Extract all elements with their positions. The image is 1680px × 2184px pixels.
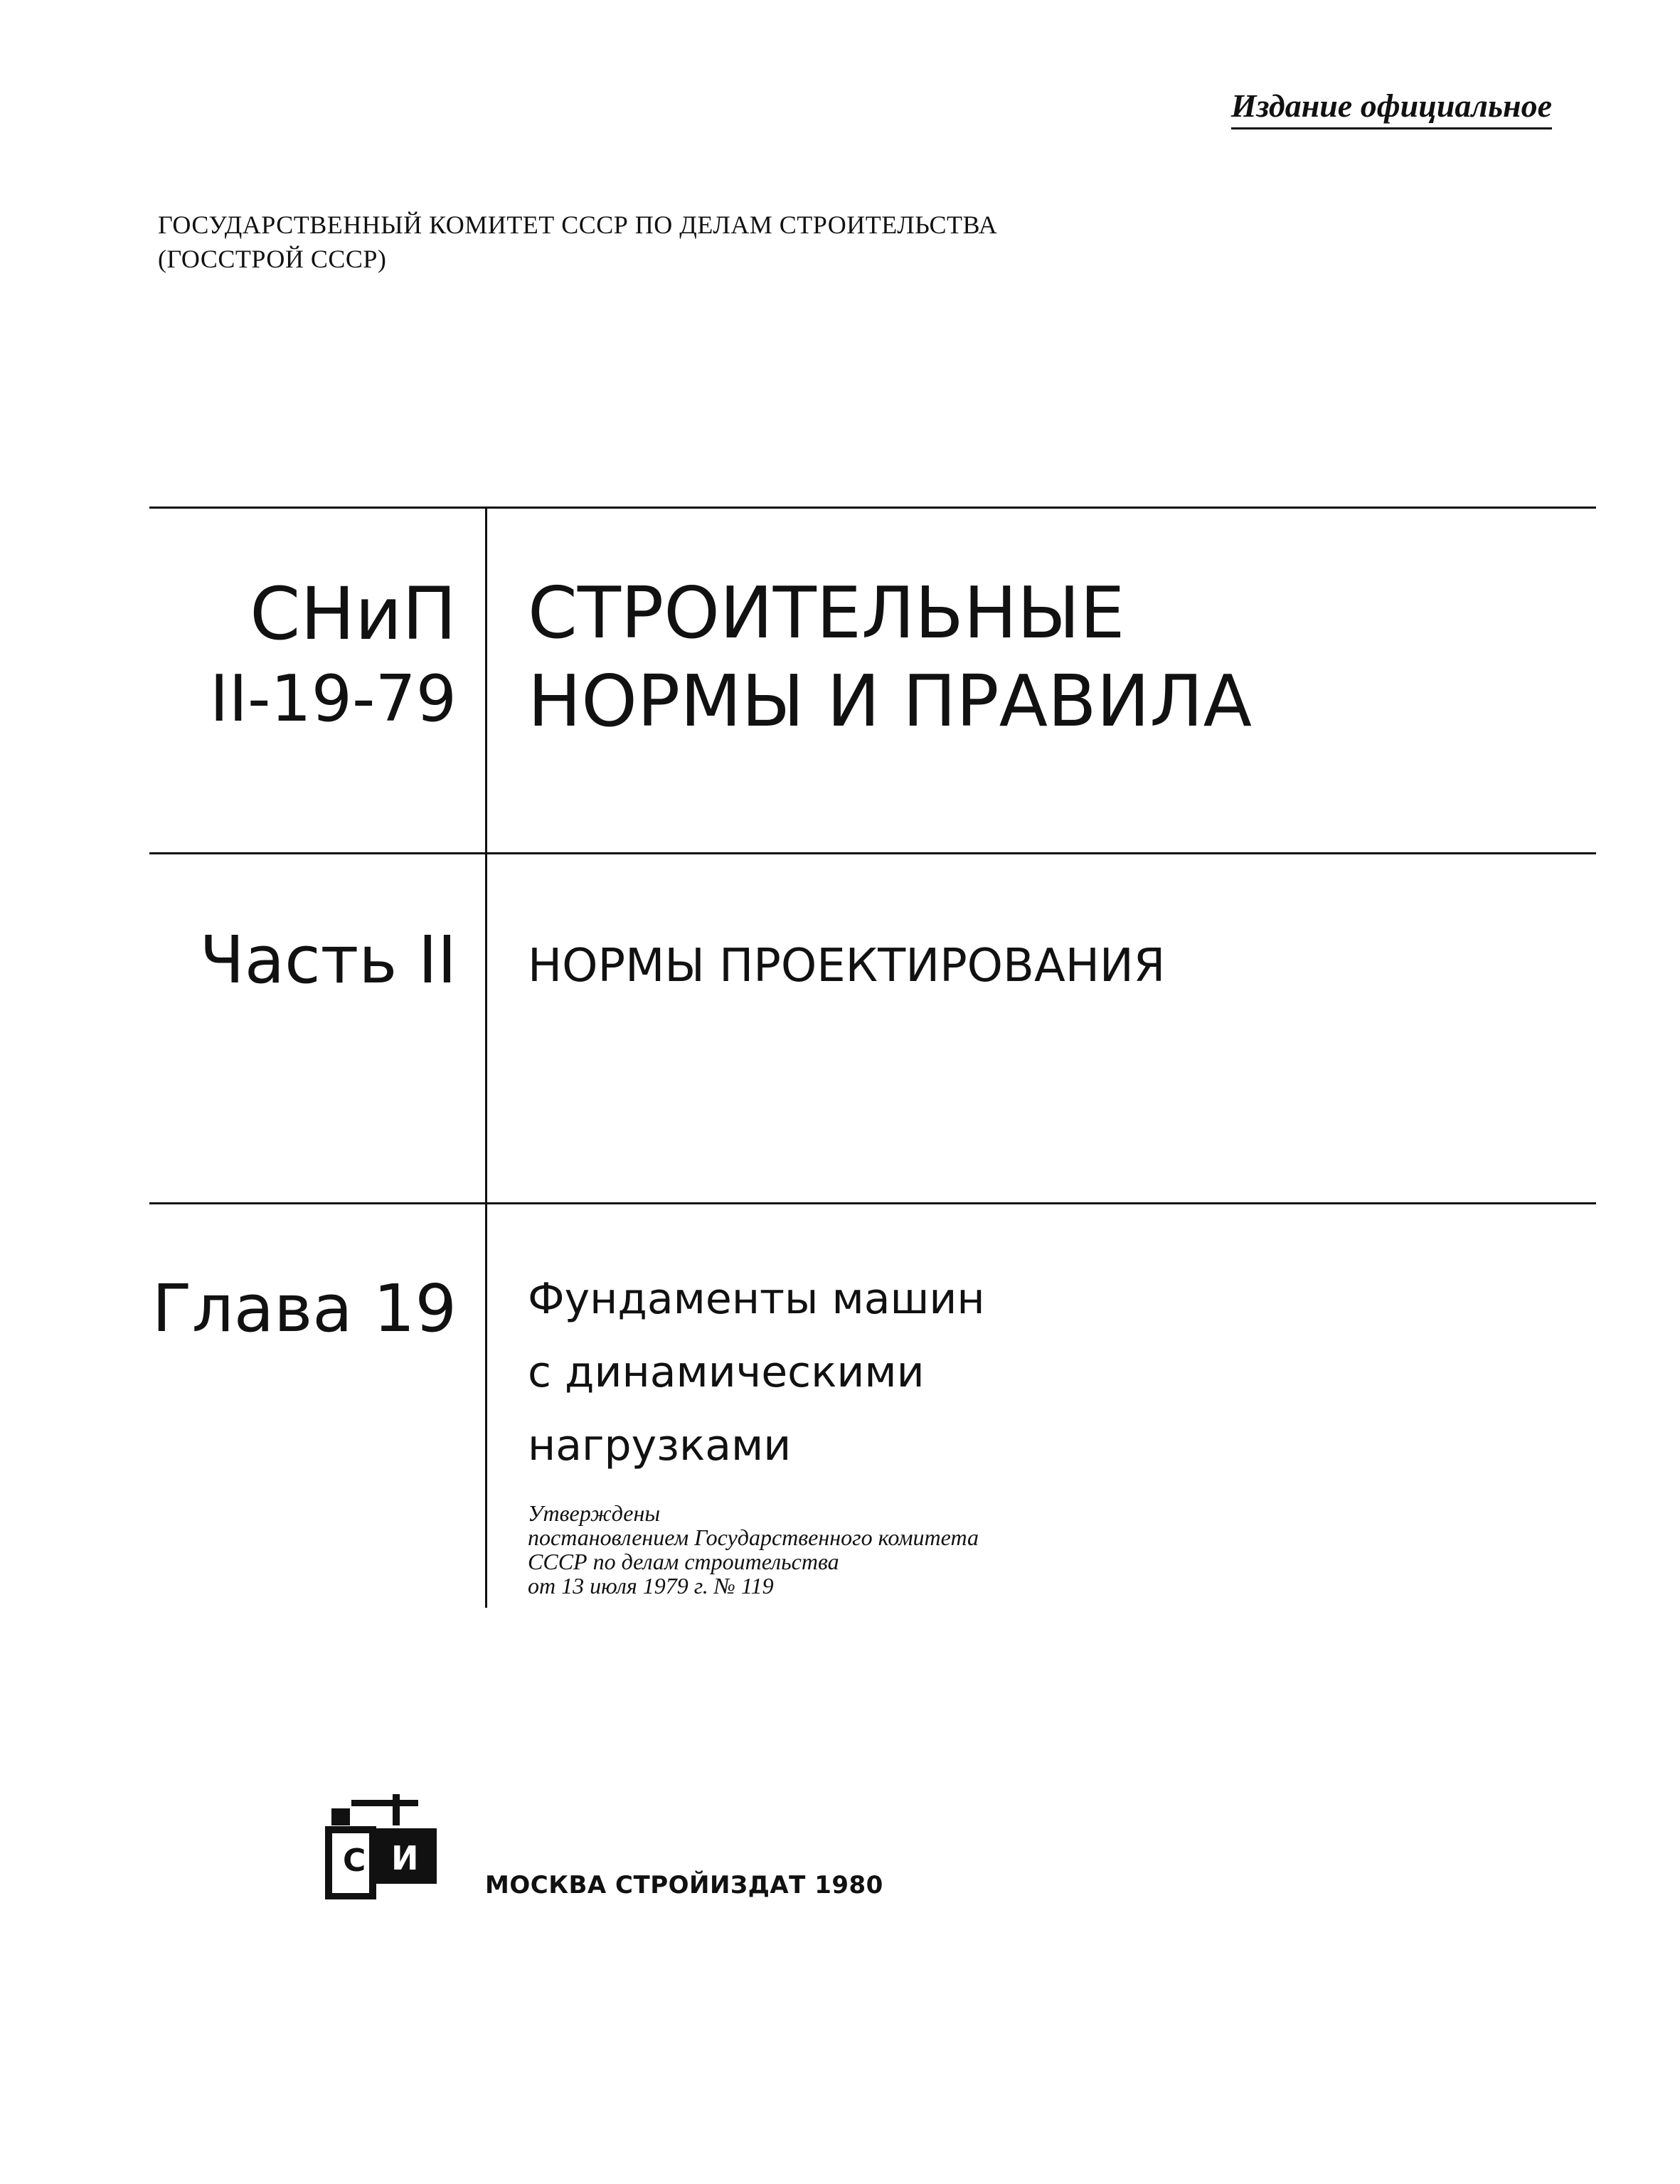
svg-text:С: С	[343, 1843, 366, 1879]
svg-text:И: И	[391, 1839, 419, 1877]
chapter-label: Глава 19	[151, 1271, 457, 1347]
approval-line-3: СССР по делам строительства	[528, 1549, 839, 1574]
part-label: Часть II	[199, 922, 457, 998]
committee-heading	[158, 208, 997, 276]
column-divider-2	[485, 854, 487, 1202]
approval-note	[528, 1501, 979, 1598]
column-divider-3	[485, 1204, 487, 1608]
divider-lower	[149, 1202, 1596, 1204]
main-title-line-2: НОРМЫ И ПРАВИЛА	[528, 659, 1253, 743]
snip-label: СНиП	[250, 572, 457, 657]
column-divider-1	[485, 508, 487, 852]
divider-middle	[149, 852, 1596, 854]
approval-line-1: Утверждены	[528, 1500, 661, 1526]
committee-line-2: (ГОССТРОЙ СССР)	[158, 245, 387, 273]
chapter-title-line-3: нагрузками	[528, 1421, 792, 1470]
part-title: НОРМЫ ПРОЕКТИРОВАНИЯ	[528, 940, 1166, 992]
committee-line-1: ГОСУДАРСТВЕННЫЙ КОМИТЕТ СССР ПО ДЕЛАМ СТРОИТЕЛЬСТВА	[158, 211, 998, 239]
publisher-imprint: МОСКВА СТРОЙИЗДАТ 1980	[485, 1871, 883, 1899]
chapter-title-line-1: Фундаменты машин	[528, 1274, 985, 1324]
stroyizdat-crane-logo-icon	[324, 1793, 440, 1899]
divider-top	[149, 507, 1596, 509]
approval-line-2: постановлением Государственного комитета	[528, 1525, 979, 1550]
snip-number: II-19-79	[209, 662, 457, 736]
chapter-title-line-2: с динамическими	[528, 1347, 925, 1397]
official-edition-label: Издание официальное	[1231, 87, 1552, 129]
main-title-line-1: СТРОИТЕЛЬНЫЕ	[528, 571, 1125, 654]
approval-line-4: от 13 июля 1979 г. № 119	[528, 1573, 774, 1599]
